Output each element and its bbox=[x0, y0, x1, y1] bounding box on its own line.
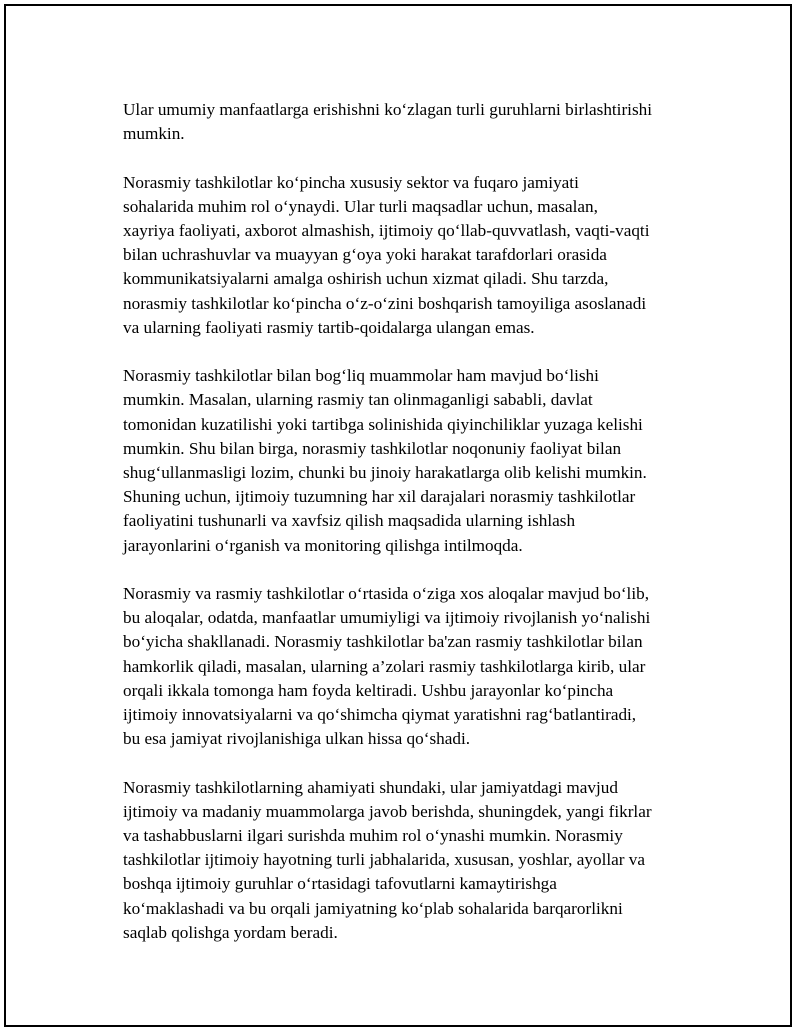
paragraph-5: Norasmiy tashkilotlarning ahamiyati shundaki, ular jamiyatdagi mavjud ijtimoiy va madaniy muammolarga javob berishda, shuningdek, yangi fikrlar va tashabbuslarni ilgari surishda muhim rol o‘ynashi mumkin. Norasmiy tashkilotlar ijtimoiy hayotning turli jabhalarida, xususan, yoshlar, ayollar va boshqa ijtimoiy guruhlar o‘rtasidagi tafovutlarni kamaytirishga ko‘maklashadi va bu orqali jamiyatning ko‘plab sohalarida barqarorlikni saqlab qolishga yordam beradi. bbox=[123, 777, 652, 942]
paragraph-1: Ular umumiy manfaatlarga erishishni ko‘zlagan turli guruhlarni birlashtirishi mumkin. bbox=[123, 100, 653, 144]
paragraph-2: Norasmiy tashkilotlar ko‘pincha xususiy sektor va fuqaro jamiyati sohalarida muhim rol o‘ynaydi. Ular turli maqsadlar uchun, masalan, xayriya faoliyati, axborot almashish, ijtimoiy qo‘llab-quvvatlash, vaqti-vaqti bilan uchrashuvlar va muayyan g‘oya yoki harakat tarafdorlari orasida kommunikatsiyalarni amalga oshirish uchun xizmat qiladi. Shu tarzda, norasmiy tashkilotlar ko‘pincha o‘z-o‘zini boshqarish tamoyiliga asoslanadi va ularning faoliyati rasmiy tartib-qoidalarga ulangan emas. bbox=[123, 172, 650, 337]
page-frame bbox=[4, 4, 792, 1027]
paragraph-3: Norasmiy tashkilotlar bilan bog‘liq muammolar ham mavjud bo‘lishi mumkin. Masalan, ularning rasmiy tan olinmaganligi sababli, davlat tomonidan kuzatilishi yoki tartibga solinishida qiyinchiliklar yuzaga kelishi mumkin. Shu bilan birga, norasmiy tashkilotlar noqonuniy faoliyat bilan shug‘ullanmasligi lozim, chunki bu jinoiy harakatlarga olib kelishi mumkin. Shuning uchun, ijtimoiy tuzumning har xil darajalari norasmiy tashkilotlar faoliyatini tushunarli va xavfsiz qilish maqsadida ularning ishlash jarayonlarini o‘rganish va monitoring qilishga intilmoqda. bbox=[123, 366, 647, 555]
page-body bbox=[123, 98, 713, 969]
paragraph-4: Norasmiy va rasmiy tashkilotlar o‘rtasida o‘ziga xos aloqalar mavjud bo‘lib, bu aloqalar, odatda, manfaatlar umumiyligi va ijtimoiy rivojlanish yo‘nalishi bo‘yicha shakllanadi. Norasmiy tashkilotlar ba'zan rasmiy tashkilotlar bilan hamkorlik qiladi, masalan, ularning a’zolari rasmiy tashkilotlarga kirib, ular orqali ikkala tomonga ham foyda keltiradi. Ushbu jarayonlar ko‘pincha ijtimoiy innovatsiyalarni va qo‘shimcha qiymat yaratishni rag‘batlantiradi, bu esa jamiyat rivojlanishiga ulkan hissa qo‘shadi. bbox=[123, 584, 651, 749]
